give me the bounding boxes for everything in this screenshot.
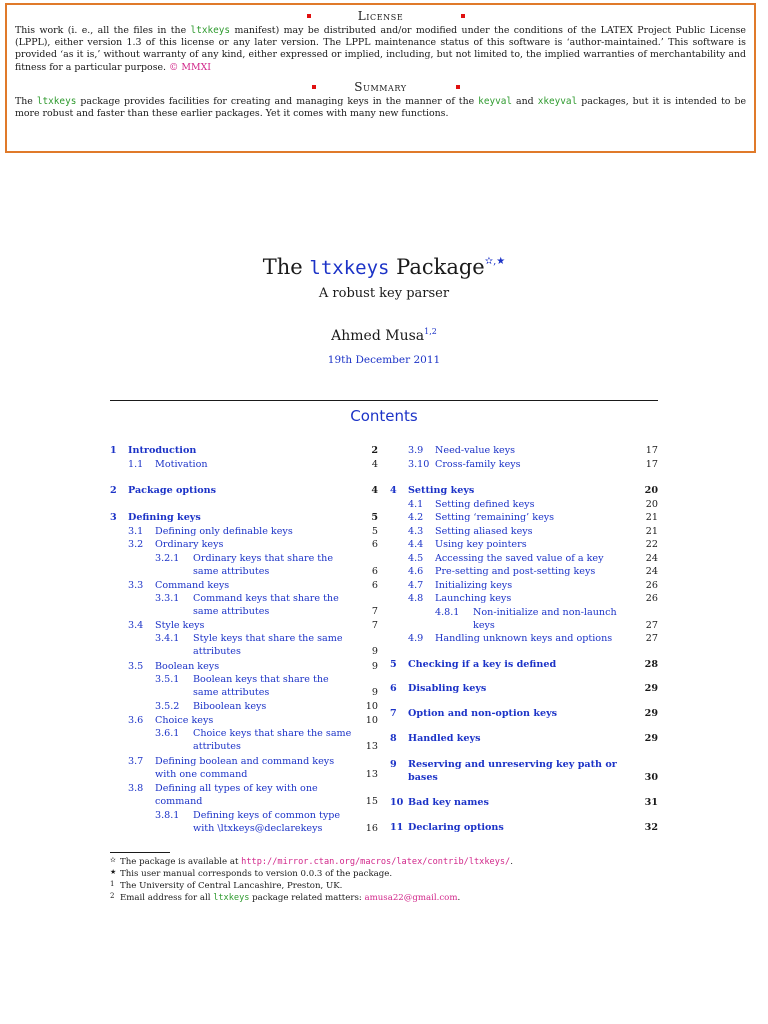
toc-top-rule bbox=[110, 400, 658, 401]
toc-entry-page: 26 bbox=[645, 580, 658, 591]
toc-entry-title: Motivation bbox=[155, 459, 208, 470]
toc-entry-title: Ordinary keys bbox=[155, 539, 224, 550]
license-summary-box bbox=[5, 3, 756, 153]
toc-entry-page: 9 bbox=[371, 646, 378, 658]
document-date: 19th December 2011 bbox=[327, 354, 441, 366]
toc-entry-number: 3.6.1 bbox=[155, 728, 180, 739]
toc-entry-page: 29 bbox=[644, 683, 658, 694]
toc-entry[interactable] bbox=[155, 727, 378, 754]
toc-entry[interactable] bbox=[155, 809, 378, 836]
toc-entry-page: 27 bbox=[645, 633, 658, 644]
toc-entry-number: 9 bbox=[390, 759, 397, 770]
title-block bbox=[0, 248, 768, 366]
license-heading: License bbox=[357, 9, 404, 23]
toc-entry[interactable] bbox=[128, 538, 378, 551]
package-name: ltxkeys bbox=[36, 95, 77, 107]
toc-entry[interactable] bbox=[435, 606, 658, 633]
toc-entry[interactable] bbox=[408, 444, 658, 457]
toc-entry[interactable] bbox=[408, 498, 658, 511]
toc-entry-title: Ordinary keys that share the same attributes bbox=[193, 553, 334, 578]
toc-entry-page: 5 bbox=[371, 526, 378, 537]
toc-entry-page: 6 bbox=[371, 580, 378, 591]
footnote bbox=[110, 892, 670, 904]
toc-entry-number: 10 bbox=[390, 797, 404, 808]
toc-entry[interactable] bbox=[155, 700, 378, 713]
document-title: The ltxkeys Package✫,★ bbox=[262, 255, 506, 279]
toc-entry-page: 30 bbox=[644, 772, 658, 784]
toc-entry[interactable] bbox=[390, 821, 658, 834]
toc-entry[interactable] bbox=[408, 565, 658, 578]
toc-entry-page: 31 bbox=[644, 797, 658, 808]
toc-entry-number: 3.8 bbox=[128, 783, 144, 794]
toc-entry-page: 29 bbox=[644, 733, 658, 744]
toc-entry-page: 20 bbox=[644, 485, 658, 496]
toc-entry-number: 4 bbox=[390, 485, 397, 496]
toc-entry-page: 10 bbox=[365, 715, 378, 726]
toc-entry-number: 7 bbox=[390, 708, 397, 719]
toc-entry[interactable] bbox=[390, 484, 658, 497]
toc-entry[interactable] bbox=[408, 632, 658, 645]
toc-entry[interactable] bbox=[128, 714, 378, 727]
toc-entry-page: 17 bbox=[645, 459, 658, 470]
toc-entry[interactable] bbox=[128, 619, 378, 632]
red-marker-icon bbox=[307, 14, 311, 18]
document-author: Ahmed Musa$^{1,2}$ bbox=[331, 327, 437, 344]
toc-entry-page: 4 bbox=[371, 459, 378, 470]
toc-entry[interactable] bbox=[408, 458, 658, 471]
toc-entry-title: Bad key names bbox=[408, 797, 489, 808]
toc-entry-number: 4.4 bbox=[408, 539, 424, 550]
footnote-text: This user manual corresponds to version 0.0.3 of the package. bbox=[120, 869, 393, 879]
toc-entry-number: 3.5 bbox=[128, 661, 144, 672]
toc-entry-title: Pre-setting and post-setting keys bbox=[435, 566, 596, 577]
toc-entry-title: Declaring options bbox=[408, 822, 504, 833]
toc-entry[interactable] bbox=[128, 782, 378, 809]
toc-entry-page: 20 bbox=[645, 499, 658, 510]
red-marker-icon bbox=[312, 85, 316, 89]
toc-entry-title: Accessing the saved value of a key bbox=[435, 553, 604, 564]
toc-entry-number: 4.8 bbox=[408, 593, 424, 604]
toc-entry-title: Defining only definable keys bbox=[155, 526, 293, 537]
toc-entry-title: Boolean keys that share the same attributes bbox=[193, 674, 329, 699]
toc-entry-title: Defining keys of common type with \ltxkeys@declarekeys bbox=[193, 810, 341, 835]
toc-entry-number: 4.2 bbox=[408, 512, 424, 523]
toc-entry-page: 10 bbox=[365, 701, 378, 712]
toc-entry-title: Reserving and unreserving key path or bases bbox=[408, 759, 617, 784]
toc-entry[interactable] bbox=[390, 682, 658, 695]
package-name: xkeyval bbox=[537, 95, 578, 107]
toc-entry-title: Setting ‘remaining’ keys bbox=[435, 512, 555, 523]
toc-entry-number: 1 bbox=[110, 445, 117, 456]
toc-entry-number: 3.5.2 bbox=[155, 701, 180, 712]
toc-entry-number: 4.9 bbox=[408, 633, 424, 644]
toc-entry[interactable] bbox=[128, 660, 378, 673]
toc-entry[interactable] bbox=[390, 732, 658, 745]
toc-entry-number: 1.1 bbox=[128, 459, 144, 470]
toc-entry[interactable] bbox=[128, 458, 378, 471]
toc-entry-page: 4 bbox=[371, 485, 378, 496]
toc-entry-number: 3.1 bbox=[128, 526, 144, 537]
toc-entry[interactable] bbox=[110, 444, 378, 457]
toc-entry-title: Using key pointers bbox=[435, 539, 527, 550]
toc-entry-number: 4.1 bbox=[408, 499, 424, 510]
toc-entry-number: 4.7 bbox=[408, 580, 424, 591]
toc-entry-title: Initializing keys bbox=[435, 580, 513, 591]
toc-entry-title: Introduction bbox=[128, 445, 197, 456]
toc-entry-title: Disabling keys bbox=[408, 683, 487, 694]
toc-entry-title: Handling unknown keys and options bbox=[435, 633, 613, 644]
toc-entry-title: Command keys bbox=[155, 580, 230, 591]
toc-entry-title: Handled keys bbox=[408, 733, 481, 744]
toc-entry-number: 8 bbox=[390, 733, 397, 744]
toc-entry[interactable] bbox=[390, 658, 658, 671]
toc-entry-page: 27 bbox=[645, 620, 658, 632]
ctan-link[interactable]: http://mirror.ctan.org/macros/latex/contrib/ltxkeys/ bbox=[241, 857, 511, 867]
footnote bbox=[110, 868, 670, 880]
toc-entry-page: 13 bbox=[365, 769, 378, 781]
footnote bbox=[110, 856, 670, 868]
toc-entry-number: 2 bbox=[110, 485, 117, 496]
toc-entry[interactable] bbox=[110, 511, 378, 524]
toc-entry-number: 3.2.1 bbox=[155, 553, 180, 564]
toc-entry-number: 3.7 bbox=[128, 756, 144, 767]
toc-entry[interactable] bbox=[408, 511, 658, 524]
toc-entry[interactable] bbox=[408, 538, 658, 551]
footnote-mark: 1 bbox=[110, 880, 115, 888]
license-heading-row bbox=[15, 7, 746, 25]
toc-entry[interactable] bbox=[128, 755, 378, 782]
toc-entry-page: 9 bbox=[371, 687, 378, 699]
toc-entry-page: 29 bbox=[644, 708, 658, 719]
toc-entry-title: Boolean keys bbox=[155, 661, 220, 672]
toc-entry-page: 7 bbox=[371, 606, 378, 618]
toc-entry[interactable] bbox=[128, 579, 378, 592]
toc-entry-number: 3.9 bbox=[408, 445, 424, 456]
toc-entry-number: 3.2 bbox=[128, 539, 144, 550]
footnote-mark: ✫ bbox=[110, 856, 116, 864]
footnote bbox=[110, 880, 670, 892]
toc-entry-page: 28 bbox=[644, 659, 658, 670]
toc-entry-page: 21 bbox=[645, 526, 658, 537]
red-marker-icon bbox=[456, 85, 460, 89]
toc-entry-number: 11 bbox=[390, 822, 404, 833]
toc-entry-number: 3.4 bbox=[128, 620, 144, 631]
toc-entry-page: 2 bbox=[371, 445, 378, 456]
toc-entry-page: 17 bbox=[645, 445, 658, 456]
footnote-text: The package is available at bbox=[120, 857, 242, 867]
toc-entry[interactable] bbox=[155, 673, 378, 700]
toc-entry-number: 3.5.1 bbox=[155, 674, 180, 685]
toc-entry[interactable] bbox=[155, 592, 378, 619]
toc-entry-page: 24 bbox=[645, 566, 658, 577]
toc-entry-page: 9 bbox=[371, 661, 378, 672]
toc-entry[interactable] bbox=[110, 484, 378, 497]
toc-entry-title: Setting keys bbox=[408, 485, 475, 496]
toc-entry-title: Style keys bbox=[155, 620, 205, 631]
toc-entry[interactable] bbox=[128, 525, 378, 538]
toc-entry-page: 6 bbox=[371, 539, 378, 550]
toc-entry-number: 4.8.1 bbox=[435, 607, 460, 618]
toc-entry-title: Cross-family keys bbox=[435, 459, 521, 470]
toc-entry-number: 4.3 bbox=[408, 526, 424, 537]
toc-entry[interactable] bbox=[390, 707, 658, 720]
toc-entry[interactable] bbox=[155, 552, 378, 579]
toc-heading: Contents bbox=[350, 407, 418, 425]
toc-entry[interactable] bbox=[408, 552, 658, 565]
toc-entry-title: Need-value keys bbox=[435, 445, 516, 456]
toc-entry-page: 7 bbox=[371, 620, 378, 631]
toc-entry-number: 3.3 bbox=[128, 580, 144, 591]
toc-entry-page: 5 bbox=[371, 512, 378, 523]
toc-entry-number: 3.8.1 bbox=[155, 810, 180, 821]
toc-entry[interactable] bbox=[408, 525, 658, 538]
toc-entry-page: 16 bbox=[365, 823, 378, 835]
toc-entry-title: Style keys that share the same attributes bbox=[193, 633, 343, 658]
footnote-mark: 2 bbox=[110, 892, 115, 900]
footnote-rule bbox=[110, 852, 170, 853]
toc-entry-title: Command keys that share the same attributes bbox=[193, 593, 339, 618]
toc-entry-number: 3.10 bbox=[408, 459, 430, 470]
toc-entry-number: 3 bbox=[110, 512, 117, 523]
footnote-mark: ★ bbox=[110, 868, 117, 876]
toc-entry-page: 6 bbox=[371, 566, 378, 578]
toc-entry-number: 3.3.1 bbox=[155, 593, 180, 604]
toc-entry[interactable] bbox=[408, 592, 658, 605]
footnotes bbox=[110, 856, 670, 904]
toc-entry-number: 4.5 bbox=[408, 553, 424, 564]
toc-entry[interactable] bbox=[155, 632, 378, 659]
toc-entry-page: 22 bbox=[645, 539, 658, 550]
toc-entry-page: 21 bbox=[645, 512, 658, 523]
title-footnote-marks[interactable]: ✫,★ bbox=[484, 256, 506, 267]
toc-entry[interactable] bbox=[390, 796, 658, 809]
license-text: This work (i. e., all the files in the ltxkeys manifest) may be distributed and/or modified under the conditions of the LATEX Project Public License (LPPL), either version 1.3 of this license or any later version. The LPPL maintenance status of this software is ‘author-maintained.’ This software is provided ‘as it is,’ without warranty of any kind, either expressed or implied, including, but not limited to, the implied warranties of merchantability and fitness for a particular purpose. © MMXI bbox=[15, 25, 746, 73]
toc-entry-number: 6 bbox=[390, 683, 397, 694]
toc-entry-title: Checking if a key is defined bbox=[408, 659, 557, 670]
toc-entry-title: Defining all types of key with one command bbox=[155, 783, 318, 808]
toc-entry-title: Setting defined keys bbox=[435, 499, 535, 510]
package-name: ltxkeys bbox=[213, 893, 250, 903]
red-marker-icon bbox=[461, 14, 465, 18]
toc-entry-page: 13 bbox=[365, 741, 378, 753]
toc-entry-title: Biboolean keys bbox=[193, 701, 267, 712]
toc-entry-page: 26 bbox=[645, 593, 658, 604]
copyright-notice: © MMXI bbox=[169, 61, 211, 73]
toc-entry-title: Defining boolean and command keys with one command bbox=[155, 756, 335, 781]
toc-entry-title: Setting aliased keys bbox=[435, 526, 533, 537]
footnote-tail: . bbox=[457, 893, 461, 903]
toc-entry-number: 4.6 bbox=[408, 566, 424, 577]
title-package-name[interactable]: ltxkeys bbox=[309, 257, 390, 279]
package-name: ltxkeys bbox=[190, 25, 231, 36]
summary-heading: Summary bbox=[354, 79, 407, 94]
toc-entry-page: 24 bbox=[645, 553, 658, 564]
toc-entry-number: 3.6 bbox=[128, 715, 144, 726]
email-link[interactable]: amusa22@gmail.com bbox=[364, 893, 458, 903]
toc-entry-page: 32 bbox=[644, 822, 658, 833]
toc-entry-title: Package options bbox=[128, 485, 216, 496]
summary-text: The ltxkeys package provides facilities for creating and managing keys in the manner of the keyval and xkeyval packages, but it is intended to be more robust and faster than these earlier packages. Yet it comes with many new functions. bbox=[15, 95, 747, 120]
toc-entry-number: 5 bbox=[390, 659, 397, 670]
toc-entry-number: 3.4.1 bbox=[155, 633, 180, 644]
toc-entry[interactable] bbox=[408, 579, 658, 592]
footnote-text: The University of Central Lancashire, Preston, UK. bbox=[120, 881, 343, 891]
author-footnote-marks[interactable]: 1,2 bbox=[424, 327, 437, 336]
toc-entry[interactable] bbox=[390, 758, 658, 785]
package-name: keyval bbox=[478, 95, 513, 107]
document-subtitle: A robust key parser bbox=[318, 286, 450, 301]
toc-entry-title: Choice keys that share the same attributes bbox=[193, 728, 352, 753]
toc-entry-title: Launching keys bbox=[435, 593, 512, 604]
toc-entry-page: 15 bbox=[365, 796, 378, 808]
footnote-text: Email address for all bbox=[120, 893, 214, 903]
toc-entry-title: Option and non-option keys bbox=[408, 708, 558, 719]
footnote-text: package related matters: bbox=[249, 893, 365, 903]
summary-heading-row bbox=[15, 78, 746, 96]
footnote-tail: . bbox=[510, 857, 513, 867]
toc-entry-title: Defining keys bbox=[128, 512, 201, 523]
toc-entry-title: Non-initialize and non-launch keys bbox=[473, 607, 617, 632]
toc-entry-title: Choice keys bbox=[155, 715, 214, 726]
